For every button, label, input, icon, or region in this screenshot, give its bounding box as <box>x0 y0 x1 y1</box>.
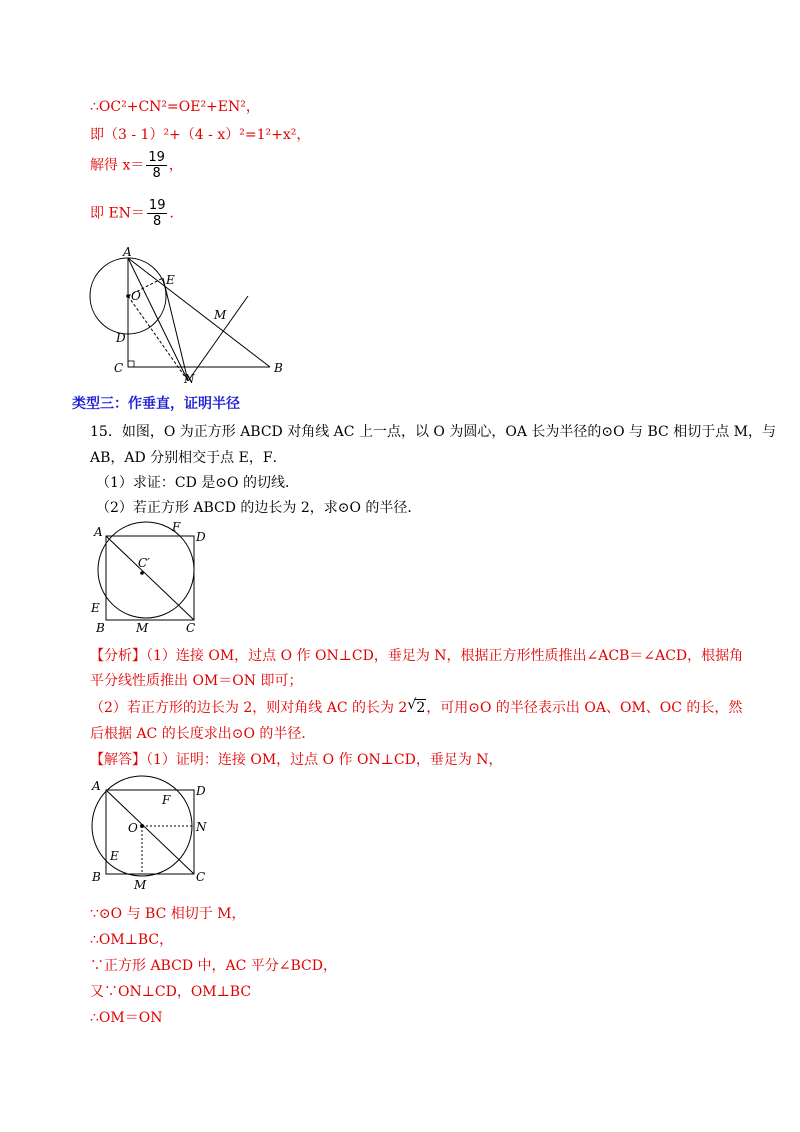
problem-line-2: AB，AD 分别相交于点 E，F． <box>90 450 287 466</box>
label-C-prime: C′ <box>138 556 150 570</box>
label-C: C <box>186 621 196 635</box>
section-title: 类型三：作垂直，证明半径 <box>72 396 240 412</box>
analysis-line-1: 【分析】（1）连接 OM，过点 O 作 ON⊥CD，垂足为 N，根据正方形性质推出∠ACB＝∠ACD，根据角 <box>90 648 744 664</box>
label-E: E <box>110 849 119 863</box>
label-M: M <box>136 621 149 635</box>
answer-line-1: 【解答】（1）证明：连接 OM，过点 O 作 ON⊥CD，垂足为 N， <box>90 752 503 768</box>
label-F: F <box>162 793 171 807</box>
label-N: N <box>184 372 195 386</box>
question-2: （2）若正方形 ABCD 的边长为 2，求⊙O 的半径． <box>96 500 422 516</box>
label-N: N <box>196 820 207 834</box>
label-O: O <box>128 821 138 835</box>
equation-line-4-prefix: 即 EN＝ <box>90 205 145 222</box>
label-B: B <box>274 361 283 375</box>
equation-line-3-prefix: 解得 x＝ <box>90 157 145 174</box>
equation-line-4: 即 EN＝ $\frac{19}{8}$ ． <box>90 198 184 229</box>
geometry-figure-2 <box>86 518 216 638</box>
label-M: M <box>134 878 147 892</box>
equation-line-2: 即（3 - 1）²+（4 - x）²=1²+x²， <box>90 127 311 143</box>
label-F: F <box>172 520 181 534</box>
label-A: A <box>123 245 132 259</box>
proof-line-1: ∵⊙O 与 BC 相切于 M， <box>90 906 246 922</box>
label-D: D <box>196 530 206 544</box>
label-D: D <box>196 784 206 798</box>
proof-line-5: ∴OM＝ON <box>90 1010 163 1026</box>
label-O: O <box>131 289 141 303</box>
label-C: C <box>196 870 206 884</box>
label-E: E <box>166 273 175 287</box>
question-1: （1）求证：CD 是⊙O 的切线． <box>96 475 299 491</box>
label-B: B <box>92 870 101 884</box>
sqrt-2: √ 2 <box>407 697 426 716</box>
label-M: M <box>214 308 227 322</box>
analysis-line-3: （2）若正方形的边长为 2，则对角线 AC 的长为 2 √ 2，可用⊙O 的半径表示出 OA、OM、OC 的长，然 <box>90 697 743 716</box>
proof-line-4: 又∵ON⊥CD，OM⊥BC <box>90 984 252 1000</box>
equation-line-3: 解得 x＝ $\frac{19}{8}$ ， <box>90 150 183 181</box>
label-D: D <box>116 331 126 345</box>
equation-line-1: ∴OC²+CN²=OE²+EN²， <box>90 99 260 115</box>
label-B: B <box>96 621 105 635</box>
label-E: E <box>91 601 100 615</box>
analysis-line-4: 后根据 AC 的长度求出⊙O 的半径． <box>90 726 316 742</box>
fraction-19-8: $\frac{19}{8}$ <box>148 198 166 229</box>
proof-line-3: ∵正方形 ABCD 中，AC 平分∠BCD， <box>90 958 337 974</box>
label-A: A <box>92 779 101 793</box>
label-A: A <box>94 525 103 539</box>
analysis-line-2: 平分线性质推出 OM＝ON 即可； <box>90 673 303 689</box>
proof-line-2: ∴OM⊥BC， <box>90 932 174 948</box>
geometry-figure-3 <box>86 774 216 894</box>
geometry-figure-1 <box>80 244 300 384</box>
fraction-19-8: $\frac{19}{8}$ <box>148 150 165 181</box>
problem-line-1: 15．如图，O 为正方形 ABCD 对角线 AC 上一点，以 O 为圆心，OA 长为半径的⊙O 与 BC 相切于点 M，与 <box>90 424 776 440</box>
label-C: C <box>114 361 124 375</box>
